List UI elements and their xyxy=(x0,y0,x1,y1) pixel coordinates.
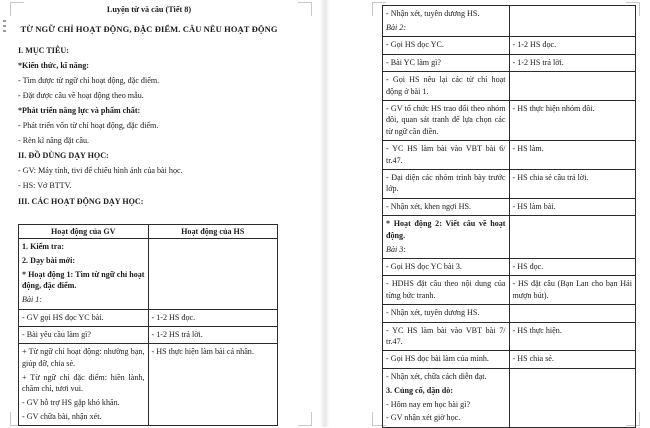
document-title: Luyện từ và câu (Tiết 8) xyxy=(106,5,192,14)
table-cell-line: - Nhận xét, chữa cách diễn đạt. xyxy=(386,371,487,381)
table-cell-line: - HS làm. xyxy=(512,144,544,154)
table-row xyxy=(383,216,636,259)
table-row xyxy=(19,344,278,426)
table-cell-hs xyxy=(509,216,636,259)
table-cell-line: - HS làm bài. xyxy=(512,201,556,211)
document-page-left xyxy=(0,0,322,427)
table-row xyxy=(19,239,278,310)
table-cell-hs xyxy=(509,368,636,427)
lesson-table-left xyxy=(18,224,278,426)
table-cell-line: - Gọi HS nêu lại các từ chỉ hoạt động ở bài 1. xyxy=(386,75,506,96)
table-cell-line: - Bài YC làm gì? xyxy=(386,57,441,67)
table-row xyxy=(383,368,636,427)
table-row xyxy=(383,6,636,37)
table-row xyxy=(19,326,278,343)
lesson-table-right xyxy=(382,5,636,428)
table-cell-line: - HDHS đặt câu theo nội dung của từng bức tranh. xyxy=(386,279,506,300)
table-cell-gv xyxy=(383,54,510,71)
table-cell-gv xyxy=(383,72,510,101)
table-cell-hs xyxy=(509,100,636,140)
table-cell-gv xyxy=(19,326,149,343)
table-cell-line: - Gọi HS đọc YC. xyxy=(386,40,444,50)
table-cell-gv xyxy=(383,322,510,351)
table-cell-gv xyxy=(383,141,510,170)
document-page-right xyxy=(330,0,650,427)
table-row xyxy=(383,258,636,275)
lesson-table-left-body xyxy=(19,239,278,426)
table-cell-line: - HS chia sẻ. xyxy=(512,354,554,364)
equipment-item: - HS: Vở BTTV. xyxy=(18,181,72,191)
table-row xyxy=(383,351,636,368)
activities-heading: III. CÁC HOẠT ĐỘNG DẠY HỌC: xyxy=(18,196,144,206)
table-cell-hs xyxy=(148,239,278,310)
equipment-item: - GV: Máy tính, tivi để chiếu hình ảnh của bài học. xyxy=(18,166,183,176)
table-cell-hs xyxy=(509,276,636,305)
objectives-heading: I. MỤC TIÊU: xyxy=(18,45,69,55)
table-row xyxy=(383,37,636,54)
table-cell-line: - HS chia sẻ câu trả lời. xyxy=(512,172,589,182)
lesson-table-right-body xyxy=(383,6,636,428)
table-cell-hs xyxy=(148,309,278,326)
table-cell-gv xyxy=(383,276,510,305)
table-cell-line: 1. Kiểm tra: xyxy=(22,242,65,251)
knowledge-item: - Đặt được câu về hoạt động theo mẫu. xyxy=(18,90,144,100)
table-cell-hs xyxy=(148,344,278,426)
table-cell-line: 2. Dạy bài mới: xyxy=(22,255,76,265)
table-cell-line: - GV hỗ trợ HS gặp khó khăn. xyxy=(22,397,120,407)
table-cell-line: - 1-2 HS trả lời. xyxy=(512,57,564,67)
table-row xyxy=(383,198,636,215)
table-cell-hs xyxy=(509,72,636,101)
table-cell-hs xyxy=(509,37,636,54)
crop-mark-top-right xyxy=(298,2,312,16)
table-cell-gv xyxy=(383,198,510,215)
table-cell-gv xyxy=(383,305,510,322)
ruler-ticks xyxy=(3,20,6,35)
table-cell-line: - Đại diện các nhóm trình bày trước lớp. xyxy=(386,172,506,194)
crop-mark-bottom-right xyxy=(298,412,312,426)
table-header-gv: Hoạt động của GV xyxy=(19,225,149,239)
table-cell-gv xyxy=(383,368,510,427)
table-cell-line: - YC HS làm bài vào VBT bài 6/ tr.47. xyxy=(386,144,506,165)
table-cell-line: Bài 3: xyxy=(386,244,407,254)
left-page-text-body xyxy=(18,4,280,211)
competence-heading: *Phát triển năng lực và phẩm chất: xyxy=(18,105,141,115)
table-cell-hs xyxy=(509,141,636,170)
table-cell-hs xyxy=(509,258,636,275)
table-cell-line: - 1-2 HS trả lời. xyxy=(151,329,203,339)
lesson-table-right-wrapper xyxy=(382,5,636,428)
table-row xyxy=(383,305,636,322)
table-header-hs: Hoạt động của HS xyxy=(148,225,278,239)
table-cell-hs xyxy=(509,54,636,71)
table-cell-gv xyxy=(383,100,510,140)
table-cell-gv xyxy=(383,258,510,275)
table-cell-line: - GV chữa bài, nhận xét. xyxy=(22,411,102,421)
table-cell-gv xyxy=(383,216,510,259)
table-cell-line: - 1-2 HS đọc. xyxy=(151,312,196,322)
table-row xyxy=(383,72,636,101)
table-row xyxy=(383,54,636,71)
table-cell-hs xyxy=(509,305,636,322)
table-cell-line: - Bài yêu cầu làm gì? xyxy=(22,329,91,339)
table-cell-hs xyxy=(509,169,636,198)
table-cell-gv xyxy=(383,351,510,368)
knowledge-item: - Tìm được từ ngữ chỉ hoạt động, đặc điểm. xyxy=(18,75,160,85)
table-cell-line: Bài 2: xyxy=(386,22,407,32)
table-cell-hs xyxy=(509,322,636,351)
table-cell-gv xyxy=(19,344,149,426)
table-cell-line: - Hôm nay em học bài gì? xyxy=(386,399,471,409)
table-cell-line: - HS thực hiện. xyxy=(512,325,562,335)
table-row xyxy=(383,100,636,140)
table-cell-line: - Gọi HS đọc bài làm của mình. xyxy=(386,354,489,364)
table-cell-line: - HS đọc. xyxy=(512,261,544,271)
table-row xyxy=(383,141,636,170)
table-cell-line: - GV gọi HS đọc YC bài. xyxy=(22,312,104,322)
table-cell-line: - HS thực hiện làm bài cá nhân. xyxy=(151,347,254,357)
table-cell-gv xyxy=(383,169,510,198)
table-cell-line: - HS đặt câu (Bạn Lan cho bạn Hải mượn bút). xyxy=(512,279,632,300)
table-row xyxy=(383,169,636,198)
table-cell-line: + Từ ngữ chỉ đặc điểm: hiền lành, chăm chỉ, tươi vui. xyxy=(22,372,145,394)
equipment-heading: II. ĐỒ DÙNG DẠY HỌC: xyxy=(18,151,109,161)
table-cell-gv xyxy=(383,37,510,54)
table-cell-line: * Hoạt động 2: Viết câu về hoạt động. xyxy=(386,219,506,240)
table-cell-gv xyxy=(19,309,149,326)
document-subtitle: TỪ NGỮ CHỈ HOẠT ĐỘNG, ĐẶC ĐIỂM. CÂU NÊU HOẠT ĐỘNG xyxy=(20,23,278,34)
table-cell-line: * Hoạt động 1: Tìm từ ngữ chỉ hoạt động, đặc điểm. xyxy=(22,269,145,291)
table-cell-gv xyxy=(19,239,149,310)
table-cell-line: 3. Củng cố, dặn dò: xyxy=(386,385,454,395)
table-cell-line: - Nhận xét, tuyên dương HS. xyxy=(386,308,480,318)
table-cell-line: - GV nhận xét giờ học. xyxy=(386,413,461,423)
table-cell-hs xyxy=(509,351,636,368)
competence-item: - Rèn kĩ năng đặt câu. xyxy=(18,136,90,146)
table-cell-line: + Từ ngữ chỉ hoạt động: nhường bạn, giúp đỡ, chia sẻ. xyxy=(22,347,145,368)
table-cell-line: - HS thực hiện nhóm đôi. xyxy=(512,103,595,113)
table-cell-gv xyxy=(383,6,510,37)
table-row xyxy=(383,276,636,305)
lesson-table-left-wrapper xyxy=(18,224,278,426)
table-cell-line: - 1-2 HS đọc. xyxy=(512,40,557,50)
table-cell-line: - Nhận xét, tuyên dương HS. xyxy=(386,9,480,18)
table-cell-line: - Nhận xét, khen ngợi HS. xyxy=(386,201,471,211)
table-cell-hs xyxy=(509,198,636,215)
table-cell-line: Bài 1: xyxy=(22,295,43,305)
table-cell-hs xyxy=(148,326,278,343)
competence-item: - Phát triển vốn từ chỉ hoạt động, đặc điểm. xyxy=(18,121,159,131)
table-row xyxy=(19,309,278,326)
table-cell-line: - Gọi HS đọc YC bài 3. xyxy=(386,261,462,271)
table-row xyxy=(383,322,636,351)
table-cell-hs xyxy=(509,6,636,37)
knowledge-heading: *Kiến thức, kĩ năng: xyxy=(18,60,89,70)
table-cell-line: - YC HS làm bài vào VBT bài 7/ tr.47. xyxy=(386,325,506,346)
table-header-row xyxy=(19,225,278,239)
table-cell-line: - GV tổ chức HS trao đổi theo nhóm đôi, quan sát tranh để lựa chọn các từ ngữ cần điền. xyxy=(386,103,506,136)
